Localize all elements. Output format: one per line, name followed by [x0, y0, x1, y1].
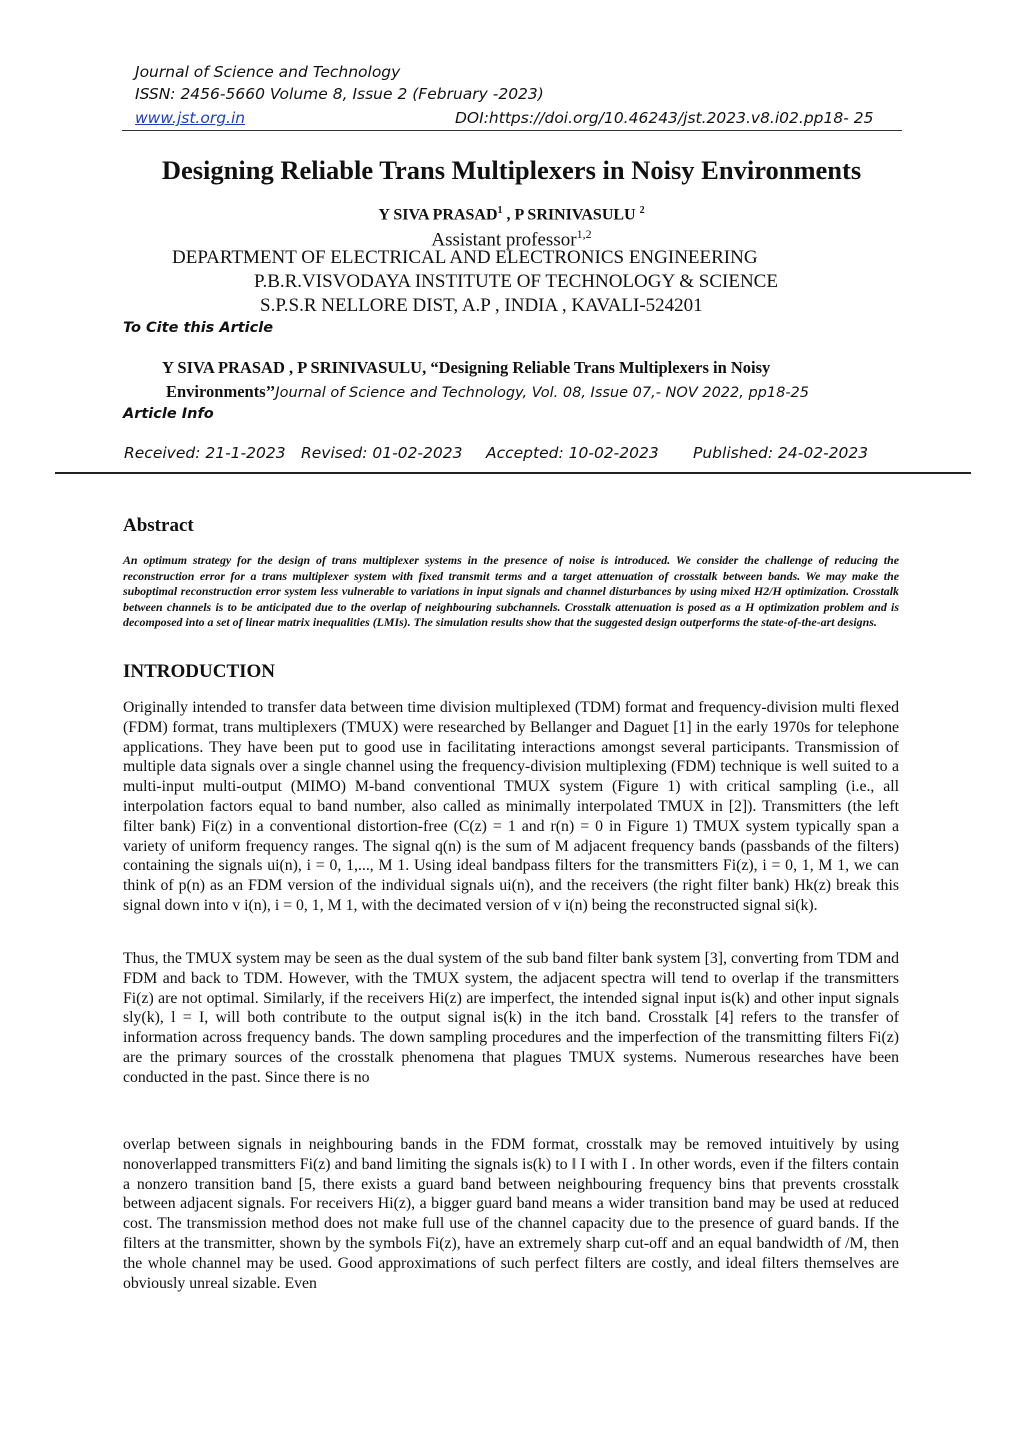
author-separator: , — [502, 206, 515, 224]
department: DEPARTMENT OF ELECTRICAL AND ELECTRONICS ENGINEERING — [172, 247, 758, 268]
article-info-label: Article Info — [123, 406, 214, 422]
author-1: Y SIVA PRASAD — [378, 206, 498, 224]
citation-line-2 — [166, 380, 809, 405]
role-text: Assistant professor — [431, 229, 577, 251]
author-2: P SRINIVASULU — [514, 206, 636, 224]
abstract-heading: Abstract — [123, 515, 194, 536]
institute: P.B.R.VISVODAYA INSTITUTE OF TECHNOLOGY & SCIENCE — [254, 271, 778, 292]
header-divider — [122, 130, 902, 131]
received-date: Received: 21-1-2023 — [124, 444, 286, 462]
intro-paragraph-1: Originally intended to transfer data between time division multiplexed (TDM) format and frequency-division multi flexed (FDM) format, trans multiplexers (TMUX) were researched by Bellanger and Daguet [1] in the early 1970s for telephone applications. They have been put to good use in facilitating interactions amongst several participants. Transmission of multiple data signals over a single channel using the frequency-division multiplexing (FDM) technique is well suited to a multi-input multi-output (MIMO) M-band conventional TMUX system (Figure 1) with critical sampling (i.e., all interpolation factors equal to band number, also called as minimally interpolated TMUX in [2]). Transmitters (the left filter bank) Fi(z) in a conventional distortion-free (C(z) = 1 and r(n) = 0 in Figure 1) TMUX system typically span a variety of uniform frequency ranges. The signal q(n) is the sum of M adjacent frequency bands (passbands of the filters) containing the signals ui(n), i = 0, 1,..., M 1. Using ideal bandpass filters for the transmitters Fi(z), i = 0, 1, M 1, we can think of p(n) as an FDM version of the individual signals ui(n), and the receivers (the right filter bank) Hk(z) break this signal down into v i(n), i = 0, 1, M 1, with the decimated version of v i(n) being the reconstructed signal si(k). — [123, 699, 899, 914]
introduction-heading: INTRODUCTION — [123, 661, 276, 682]
website-line — [135, 107, 245, 129]
accepted-date: Accepted: 10-02-2023 — [486, 444, 659, 462]
author-2-affiliation-mark: 2 — [639, 205, 645, 216]
issn-line: ISSN: 2456-5660 Volume 8, Issue 2 (February -2023) — [135, 85, 544, 103]
paper-title: Designing Reliable Trans Multiplexers in Noisy Environments — [161, 155, 862, 185]
citation-line-1: Y SIVA PRASAD , P SRINIVASULU, “Designing Reliable Trans Multiplexers in Noisy — [162, 358, 771, 377]
intro-paragraph-2: Thus, the TMUX system may be seen as the dual system of the sub band filter bank system [3], converting from TDM and FDM and back to TDM. However, with the TMUX system, the adjacent spectra will tend to overlap if the transmitters Fi(z) are not optimal. Similarly, if the receivers Hi(z) are imperfect, the intended signal input is(k) and other input signals sly(k), l = I, will both contribute to the output signal is(k) in the itch band. Crosstalk [4] refers to the transfer of information across frequency bands. The down sampling procedures and the imperfection of the transmitting filters Fi(z) are the primary sources of the crosstalk phenomena that plagues TMUX systems. Numerous researches have been conducted in the past. Since there is no — [123, 950, 899, 1086]
author-1-affiliation-mark: 1 — [497, 205, 503, 216]
role-affiliation-mark: 1,2 — [576, 227, 592, 241]
doi-line: DOI:https://doi.org/10.46243/jst.2023.v8.i02.pp18- 25 — [455, 109, 874, 127]
intro-paragraph-3: overlap between signals in neighbouring bands in the FDM format, crosstalk may be removed intuitively by using nonoverlapped transmitters Fi(z) and band limiting the signals is(k) to ‖ I with I . In other words, even if the filters contain a nonzero transition band [5, there exists a guard band between neighbouring frequency bins that prevents crosstalk between adjacent signals. For receivers Hi(z), a bigger guard band means a wider transition band may be used at reduced cost. The transmission method does not make full use of the channel capacity due to the presence of guard bands. If the filters at the transmitter, shown by the symbols Fi(z), have an extremely sharp cut-off and an equal bandwidth of /M, then the whole channel may be used. Good approximations of such perfect filters are costly, and ideal filters themselves are obviously unreal sizable. Even — [123, 1136, 899, 1292]
citation-journal: Journal of Science and Technology, Vol. 08, Issue 07,- NOV 2022, pp18-25 — [275, 385, 810, 401]
location: S.P.S.R NELLORE DIST, A.P , INDIA , KAVALI-524201 — [260, 295, 703, 316]
section-divider — [55, 472, 971, 474]
journal-name: Journal of Science and Technology — [135, 63, 401, 81]
revised-date: Revised: 01-02-2023 — [301, 444, 463, 462]
cite-label: To Cite this Article — [123, 320, 274, 336]
website-link[interactable]: www.jst.org.in — [135, 109, 246, 127]
citation-title-end: Environments’’ — [166, 382, 276, 401]
published-date: Published: 24-02-2023 — [693, 444, 869, 462]
abstract-text: An optimum strategy for the design of trans multiplexer systems in the presence of noise is introduced. We consider the challenge of reducing the reconstruction error for a trans multiplexer system with fixed transmit terms and a target attenuation of crosstalk between bands. We may make the suboptimal reconstruction error system less vulnerable to variations in input signals and channel disturbances by using mixed H2/H optimization. Crosstalk between channels is to be anticipated due to the overlap of neighbouring subchannels. Crosstalk attenuation is posed as a H optimization problem and is decomposed into a set of linear matrix inequalities (LMIs). The simulation results show that the suggested design outperforms the state-of-the-art designs. — [123, 553, 899, 630]
